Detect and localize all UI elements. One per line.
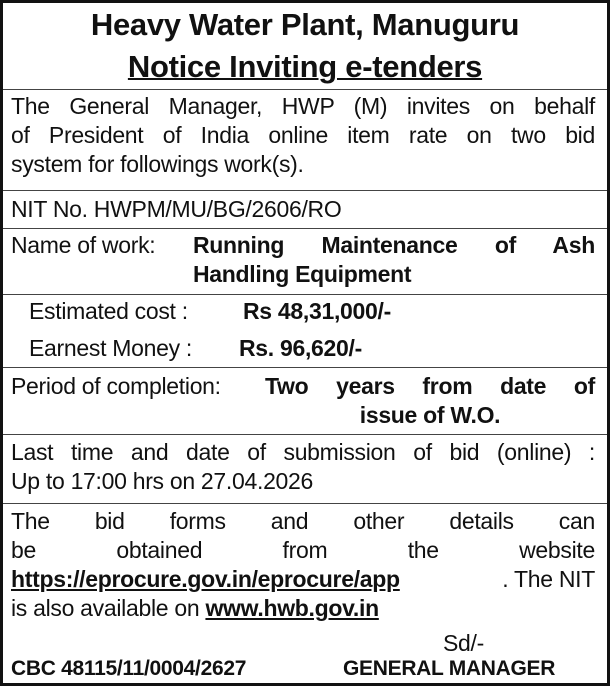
details-line-1: The bid forms and other details can xyxy=(11,508,595,534)
notice-title: Heavy Water Plant, Manuguru xyxy=(90,7,520,42)
submission-line-2: Up to 17:00 hrs on 27.04.2026 xyxy=(11,468,314,494)
divider xyxy=(3,89,607,90)
work-label: Name of work: xyxy=(11,232,156,258)
submission-line-1: Last time and date of submission of bid (online) : xyxy=(11,439,595,465)
work-value-1: Running Maintenance of Ash xyxy=(193,232,595,258)
divider xyxy=(3,190,607,191)
divider xyxy=(3,228,607,229)
period-value-1: Two years from date of xyxy=(265,373,595,399)
signatory: GENERAL MANAGER xyxy=(343,657,556,680)
intro-line-2: of President of India online item rate on two bid xyxy=(11,122,595,148)
details-line-4 xyxy=(11,594,595,622)
sd-mark: Sd/- xyxy=(443,630,484,656)
divider xyxy=(3,434,607,435)
hwb-link[interactable]: www.hwb.gov.in xyxy=(205,595,379,621)
cost-value: Rs 48,31,000/- xyxy=(243,298,391,324)
period-value-2: issue of W.O. xyxy=(359,402,501,428)
divider xyxy=(3,503,607,504)
notice-subtitle xyxy=(3,49,607,85)
intro-line-1: The General Manager, HWP (M) invites on behalf xyxy=(11,93,595,119)
period-label: Period of completion: xyxy=(11,373,221,399)
work-value-2: Handling Equipment xyxy=(193,261,412,287)
divider xyxy=(3,367,607,368)
emd-value: Rs. 96,620/- xyxy=(239,335,362,361)
details-after-link: . The NIT xyxy=(502,566,595,592)
divider xyxy=(3,294,607,295)
subtitle-text: Notice Inviting e-tenders xyxy=(127,49,483,84)
details-line-2: be obtained from the website xyxy=(11,537,595,563)
eprocure-link[interactable]: https://eprocure.gov.in/eprocure/app xyxy=(11,566,400,592)
nit-number: NIT No. HWPM/MU/BG/2606/RO xyxy=(11,196,342,222)
emd-label: Earnest Money : xyxy=(29,335,192,361)
cost-label: Estimated cost : xyxy=(29,298,188,324)
details-line-3 xyxy=(11,565,595,593)
intro-line-3: system for followings work(s). xyxy=(11,151,304,177)
cbc-number: CBC 48115/11/0004/2627 xyxy=(11,657,247,680)
details-prefix: is also available on xyxy=(11,595,206,621)
